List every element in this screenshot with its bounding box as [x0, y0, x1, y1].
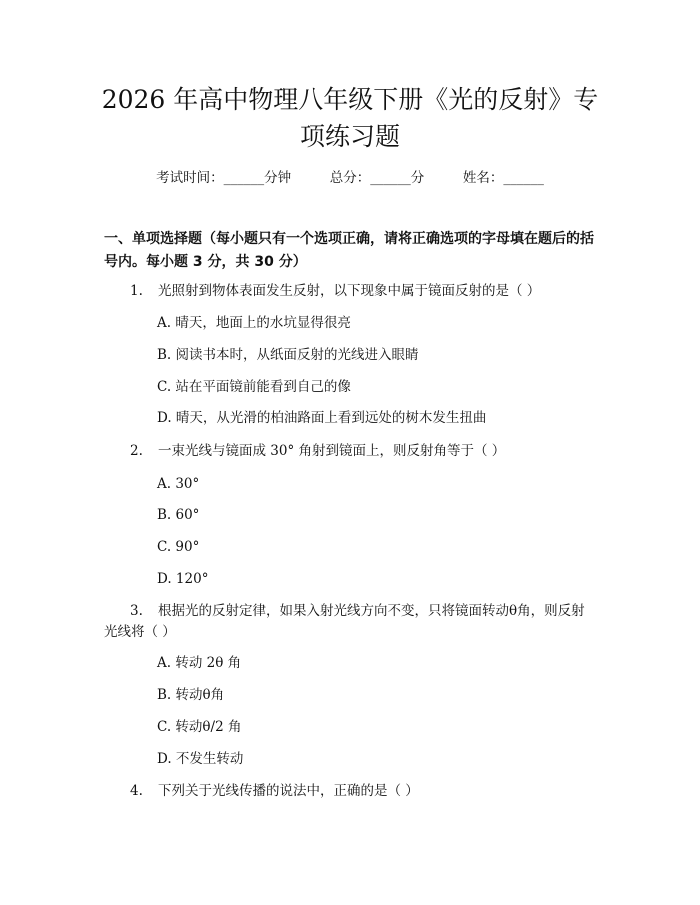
option-3a: A. 转动 2θ 角 [157, 655, 242, 671]
question-1 [130, 281, 540, 301]
question-stem: 下列关于光线传播的说法中，正确的是（ ） [158, 783, 419, 799]
option-1d: D. 晴天，从光滑的柏油路面上看到远处的树木发生扭曲 [157, 410, 487, 426]
option-2d: D. 120° [157, 571, 209, 587]
name-field: 姓名：______ [462, 170, 544, 186]
section-heading-line1: 一、单项选择题（每小题只有一个选项正确，请将正确选项的字母填在题后的括 [104, 231, 594, 247]
option-3c: C. 转动θ/2 角 [157, 719, 242, 735]
option-1c: C. 站在平面镜前能看到自己的像 [157, 379, 351, 395]
question-number: 1. [130, 283, 143, 299]
document-title-line2: 项练习题 [299, 122, 400, 151]
option-3d: D. 不发生转动 [157, 751, 244, 767]
document-title-line1: 2026 年高中物理八年级下册《光的反射》专 [101, 85, 599, 114]
question-stem-continuation: 光线将（ ） [104, 624, 176, 640]
total-score-field: 总分：______分 [329, 170, 425, 186]
exam-meta [0, 168, 700, 188]
exam-time-field: 考试时间：______分钟 [156, 170, 292, 186]
option-3b: B. 转动θ角 [157, 687, 225, 703]
question-number: 2. [130, 443, 143, 459]
question-3 [130, 601, 585, 621]
question-4 [130, 781, 419, 801]
option-2b: B. 60° [157, 507, 200, 523]
question-stem: 一束光线与镜面成 30° 角射到镜面上，则反射角等于（ ） [158, 443, 506, 459]
option-2c: C. 90° [157, 539, 200, 555]
option-1a: A. 晴天，地面上的水坑显得很亮 [157, 315, 351, 331]
question-number: 3. [130, 603, 143, 619]
option-2a: A. 30° [157, 476, 200, 492]
question-2 [130, 441, 505, 461]
question-number: 4. [130, 783, 143, 799]
option-1b: B. 阅读书本时，从纸面反射的光线进入眼睛 [157, 347, 419, 363]
question-stem: 根据光的反射定律，如果入射光线方向不变，只将镜面转动θ角，则反射 [158, 603, 585, 619]
question-stem: 光照射到物体表面发生反射，以下现象中属于镜面反射的是（ ） [158, 283, 541, 299]
section-heading-line2: 号内。每小题 3 分，共 30 分） [104, 254, 307, 270]
